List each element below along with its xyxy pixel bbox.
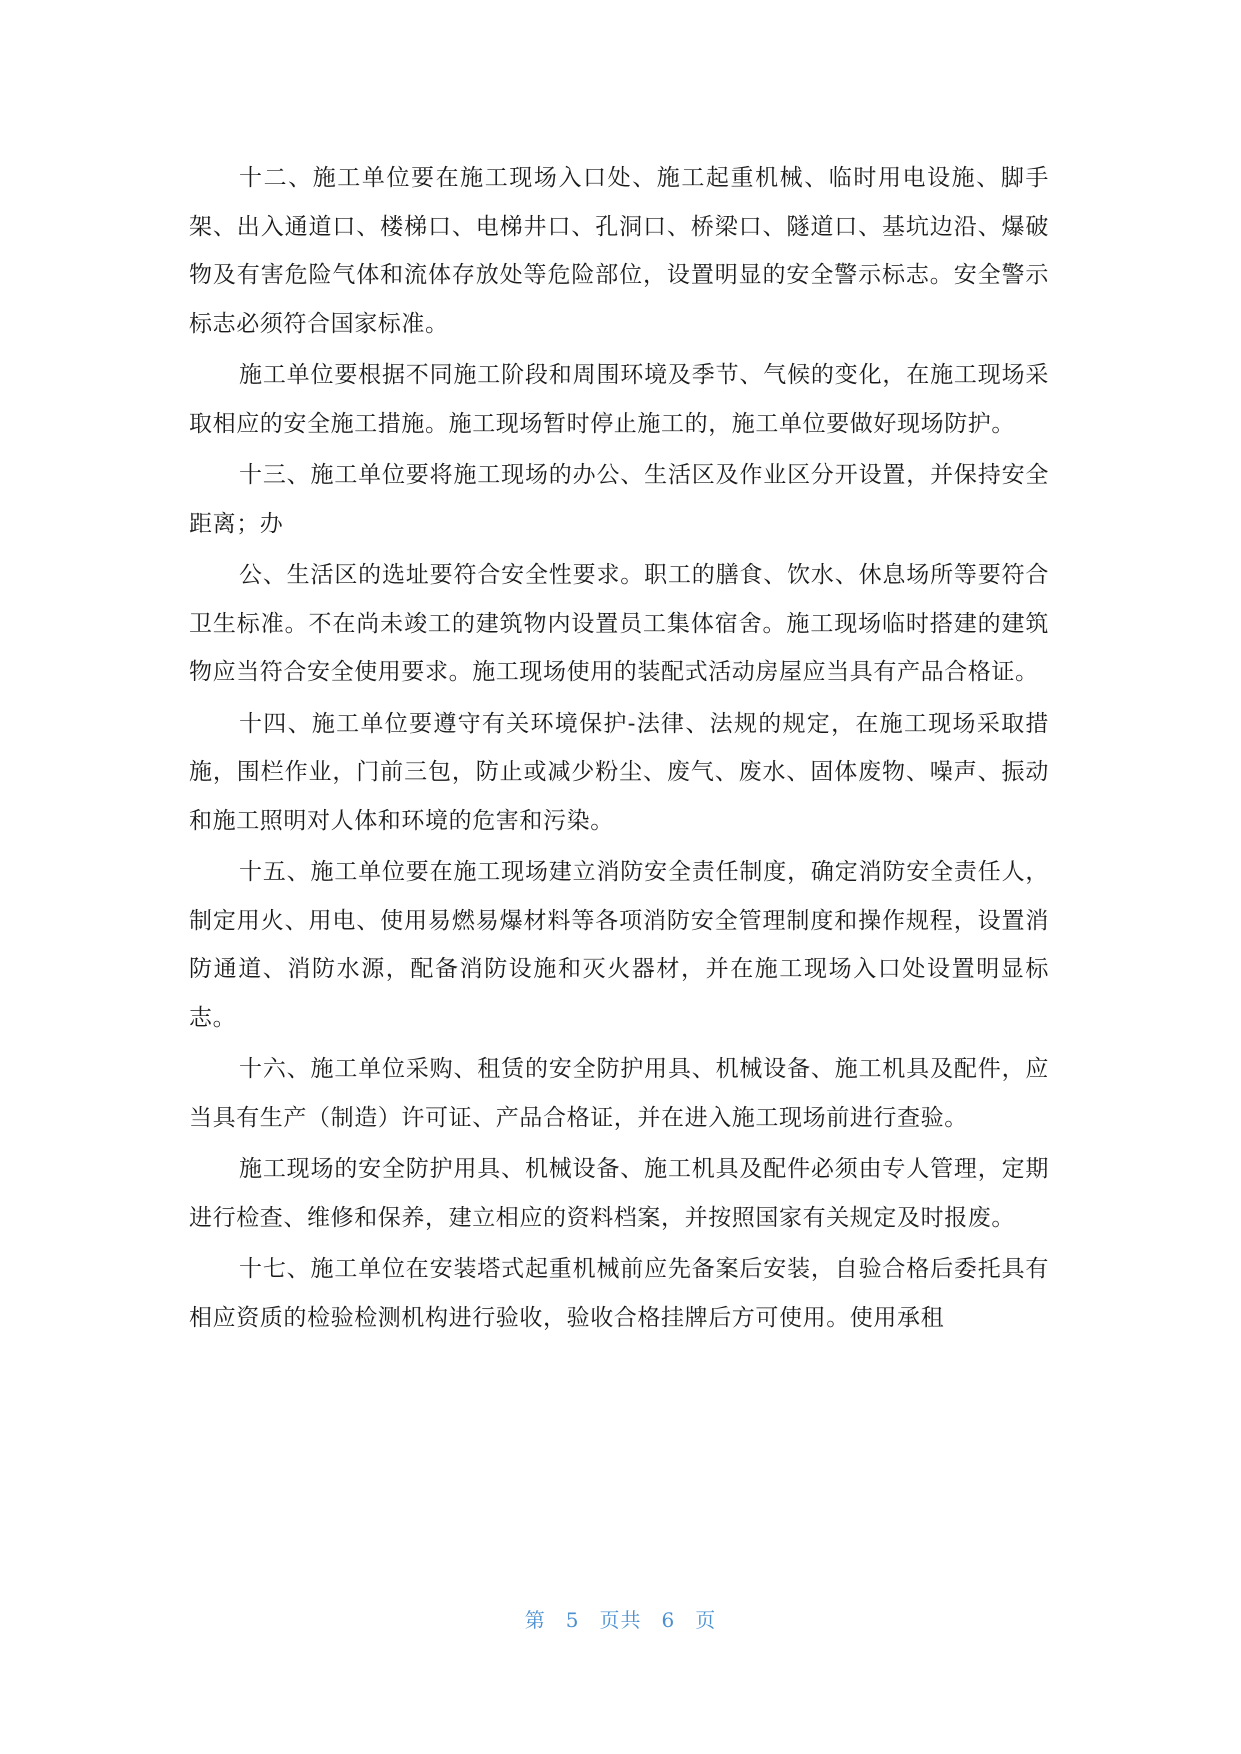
paragraph-16-continued: 施工现场的安全防护用具、机械设备、施工机具及配件必须由专人管理，定期进行检查、维修和保养，建立相应的资料档案，并按照国家有关规定及时报废。 [189, 1156, 1049, 1231]
footer-label-end: 页 [695, 1608, 717, 1632]
paragraph-17: 十七、施工单位在安装塔式起重机械前应先备案后安装，自验合格后委托具有相应资质的检验检测机构进行验收，验收合格挂牌后方可使用。使用承租 [189, 1256, 1049, 1331]
paragraph-12: 十二、施工单位要在施工现场入口处、施工起重机械、临时用电设施、脚手架、出入通道口、楼梯口、电梯井口、孔洞口、桥梁口、隧道口、基坑边沿、爆破物及有害危险气体和流体存放处等危险部位，设置明显的安全警示标志。安全警示标志必须符合国家标准。 [189, 165, 1049, 337]
page-footer [0, 1604, 1241, 1633]
paragraph-13-continued: 公、生活区的选址要符合安全性要求。职工的膳食、饮水、休息场所等要符合卫生标准。不在尚未竣工的建筑物内设置员工集体宿舍。施工现场临时搭建的建筑物应当符合安全使用要求。施工现场使用的装配式活动房屋应当具有产品合格证。 [189, 562, 1049, 685]
paragraph-14: 十四、施工单位要遵守有关环境保护-法律、法规的规定，在施工现场采取措施，围栏作业，门前三包，防止或减少粉尘、废气、废水、固体废物、噪声、振动和施工照明对人体和环境的危害和污染。 [189, 710, 1049, 834]
document-body [189, 154, 1049, 1345]
paragraph-15: 十五、施工单位要在施工现场建立消防安全责任制度，确定消防安全责任人，制定用火、用电、使用易燃易爆材料等各项消防安全管理制度和操作规程，设置消防通道、消防水源，配备消防设施和灭火器材，并在施工现场入口处设置明显标志。 [189, 859, 1049, 1031]
footer-current-page: 5 [565, 1608, 580, 1632]
footer-label-page: 第 [524, 1608, 546, 1632]
paragraph-13: 十三、施工单位要将施工现场的办公、生活区及作业区分开设置，并保持安全距离；办 [189, 462, 1049, 537]
footer-label-of: 页共 [599, 1608, 642, 1632]
paragraph-12-continued: 施工单位要根据不同施工阶段和周围环境及季节、气候的变化，在施工现场采取相应的安全施工措施。施工现场暂时停止施工的，施工单位要做好现场防护。 [189, 362, 1049, 437]
footer-total-pages: 6 [661, 1608, 676, 1632]
paragraph-16: 十六、施工单位采购、租赁的安全防护用具、机械设备、施工机具及配件，应当具有生产（制造）许可证、产品合格证，并在进入施工现场前进行查验。 [189, 1056, 1049, 1131]
